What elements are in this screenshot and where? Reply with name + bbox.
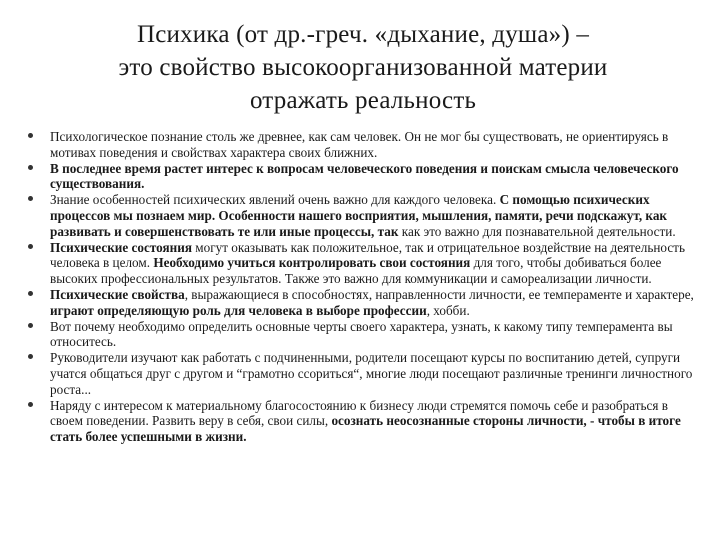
bullet-text-bold: осознать неосознанные стороны личности, - чтобы в итоге стать более успешными в жизни.: [50, 413, 681, 444]
bullet-item: [28, 129, 698, 160]
bullet-text: , выражающиеся в способностях, направленности личности, ее темпераменте и характере,: [184, 286, 694, 302]
bullet-dot-icon: [28, 291, 33, 296]
bullet-dot-icon: [28, 165, 33, 170]
title-line-2: это свойство высокоорганизованной материи: [118, 54, 608, 81]
slide-title: [28, 18, 698, 117]
bullet-dot-icon: [28, 323, 33, 328]
bullet-list: [28, 129, 698, 444]
bullet-dot-icon: [28, 133, 33, 138]
bullet-text: для того, чтобы добиваться более высоких профессиональных результатов. Также это важно для коммуникации и самореализации личности.: [50, 255, 662, 286]
bullet-dot-icon: [28, 196, 33, 201]
bullet-item: [28, 240, 698, 287]
bullet-text: Руководители изучают как работать с подчиненными, родители посещают курсы по воспитанию детей, супруги учатся общаться друг с другом и “грамотно ссориться“, многие люди посещают различные тренинги личностного роста...: [50, 350, 693, 397]
title-line-3: отражать реальность: [249, 87, 477, 114]
bullet-item: [28, 287, 698, 318]
bullet-item: [28, 350, 698, 397]
bullet-text-bold: играют определяющую роль для человека в выборе профессии: [50, 302, 427, 318]
title-line-1: Психика (от др.-греч. «дыхание, душа») –: [136, 21, 590, 48]
bullet-item: [28, 398, 698, 445]
bullet-text-bold: В последнее время растет интерес к вопросам человеческого поведения и поискам смысла человеческого существования.: [50, 160, 679, 192]
bullet-item: [28, 319, 698, 350]
bullet-text: могут оказывать как положительное, так и отрицательное воздействие на деятельность человека в целом.: [50, 239, 685, 271]
bullet-text: как это важно для познавательной деятельности.: [398, 223, 676, 239]
bullet-dot-icon: [28, 354, 33, 359]
bullet-text-bold: С помощью психических процессов мы познаем мир. Особенности нашего восприятия, мышления, памяти, речи подскажут, как развивать и совершенствовать те или иные процессы, так: [50, 192, 668, 239]
bullet-item: [28, 192, 698, 239]
bullet-text-bold: Психические свойства: [50, 286, 185, 302]
bullet-text: Вот почему необходимо определить основные черты своего характера, узнать, к какому типу темперамента вы относитесь.: [50, 318, 673, 350]
bullet-text: Знание особенностей психических явлений очень важно для каждого человека.: [50, 192, 500, 208]
bullet-text-bold: Необходимо учиться контролировать свои состояния: [153, 255, 471, 271]
bullet-dot-icon: [28, 244, 33, 249]
bullet-item: [28, 161, 698, 192]
bullet-text: , хобби.: [426, 302, 470, 318]
bullet-text: Психологическое познание столь же древнее, как сам человек. Он не мог бы существовать, не ориентируясь в мотивах поведения и свойствах характера своих ближних.: [50, 129, 669, 160]
bullet-dot-icon: [28, 402, 33, 407]
bullet-text-bold: Психические состояния: [50, 239, 192, 255]
bullet-text: Наряду с интересом к материальному благосостоянию к бизнесу люди стремятся помочь себе и разобраться в своем поведении. Развить веру в себя, свои силы,: [50, 397, 668, 429]
